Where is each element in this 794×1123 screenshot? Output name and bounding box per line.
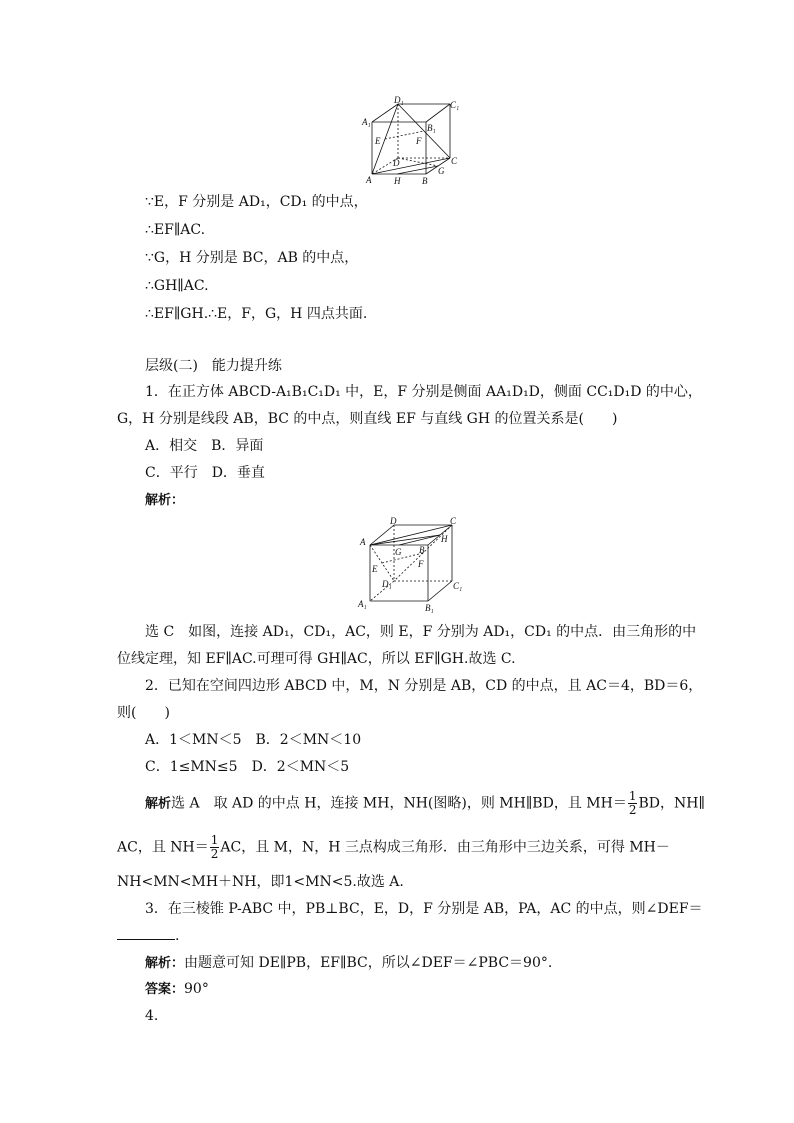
q2-options-cd: C．1≤MN≤5 D．2＜MN＜5 — [145, 759, 350, 775]
q4-number: 4. — [145, 1008, 159, 1024]
label-B1: B₁ — [427, 123, 436, 133]
q2-solution-line-2: AC，且 NH＝ $\frac{1}{2}$ AC，且 M，N，H 三点构成三角形．由三角形中三边关系，可得 MH－ — [117, 833, 670, 861]
q1-options-ab: A．相交 B．异面 — [145, 438, 264, 454]
label-G: G — [395, 547, 402, 557]
label-D1: D₁ — [394, 95, 404, 105]
q2-solution-line-3: NH<MN<MH＋NH，即1<MN<5.故选 A. — [117, 874, 404, 890]
q1-analysis-label: 解析： — [145, 493, 185, 508]
q3-analysis: 解析：由题意可知 DE∥PB，EF∥BC，所以∠DEF＝∠PBC＝90°. — [145, 955, 553, 971]
label-C: C — [450, 516, 457, 526]
label-H: H — [441, 534, 448, 544]
label-G: G — [438, 166, 445, 176]
q2-stem-line-2: 则( ) — [117, 705, 170, 721]
label-F: F — [418, 559, 424, 569]
fraction-one-half: $\frac{1}{2}$ — [628, 789, 637, 817]
q3-answer: 答案：90° — [145, 981, 209, 997]
cube-figure-2 — [356, 515, 468, 615]
label-D: D — [390, 516, 397, 526]
label-C: C — [451, 156, 458, 166]
label-B1: B₁ — [425, 603, 434, 613]
proof-line-5: ∴EF∥GH.∴E，F，G，H 四点共面. — [145, 306, 368, 322]
label-H: H — [394, 176, 401, 186]
label-B: B — [422, 176, 428, 186]
label-A: A — [366, 175, 372, 185]
proof-line-4: ∴GH∥AC. — [145, 278, 209, 294]
label-D1: D₁ — [382, 579, 392, 589]
label-C1: C₁ — [453, 581, 463, 591]
label-A1: A₁ — [362, 117, 371, 127]
proof-line-1: ∵E，F 分别是 AD₁，CD₁ 的中点， — [145, 194, 368, 210]
fraction-one-half: $\frac{1}{2}$ — [210, 833, 219, 861]
label-E: E — [372, 564, 378, 574]
label-C1: C₁ — [450, 100, 460, 110]
label-F: F — [416, 136, 422, 146]
q1-solution-line-2: 位线定理，知 EF∥AC.可理可得 GH∥AC，所以 EF∥GH.故选 C. — [117, 651, 516, 667]
q1-stem-line-1: 1．在正方体 ABCD-A₁B₁C₁D₁ 中，E，F 分别是侧面 AA₁D₁D，侧面 CC₁D₁D 的中心， — [145, 384, 702, 400]
q3-stem-line-1: 3．在三棱锥 P-ABC 中，PB⊥BC，E，D，F 分别是 AB，PA，AC 的中点，则∠DEF＝ — [145, 901, 703, 917]
section-title: 层级(二) 能力提升练 — [145, 358, 282, 374]
q1-options-cd: C．平行 D．垂直 — [145, 465, 265, 481]
proof-line-3: ∵G，H 分别是 BC，AB 的中点， — [145, 250, 359, 266]
q1-stem-line-2: G，H 分别是线段 AB，BC 的中点，则直线 EF 与直线 GH 的位置关系是( ) — [117, 411, 618, 427]
q1-solution-line-1: 选 C 如图，连接 AD₁，CD₁，AC，则 E，F 分别为 AD₁，CD₁ 的中点．由三角形的中 — [145, 624, 697, 640]
label-D: D — [393, 158, 400, 168]
label-A: A — [360, 537, 366, 547]
q3-stem-line-2: . — [117, 927, 687, 945]
cube-figure-1 — [360, 94, 464, 186]
q2-options-ab: A．1＜MN＜5 B．2＜MN＜10 — [145, 732, 362, 748]
proof-line-2: ∴EF∥AC. — [145, 222, 206, 238]
q2-stem-line-1: 2．已知在空间四边形 ABCD 中，M，N 分别是 AB，CD 的中点，且 AC＝4，BD＝6， — [145, 678, 703, 694]
answer-blank — [117, 927, 175, 940]
q2-solution-line-1: 解析选 A 取 AD 的中点 H，连接 MH，NH(图略)，则 MH∥BD，且 MH＝ $\frac{1}{2}$ BD，NH∥ — [145, 789, 705, 817]
label-A1: A₁ — [358, 599, 367, 609]
q2-analysis-label: 解析 — [145, 796, 172, 812]
label-B: B — [419, 545, 425, 555]
label-E: E — [375, 136, 381, 146]
